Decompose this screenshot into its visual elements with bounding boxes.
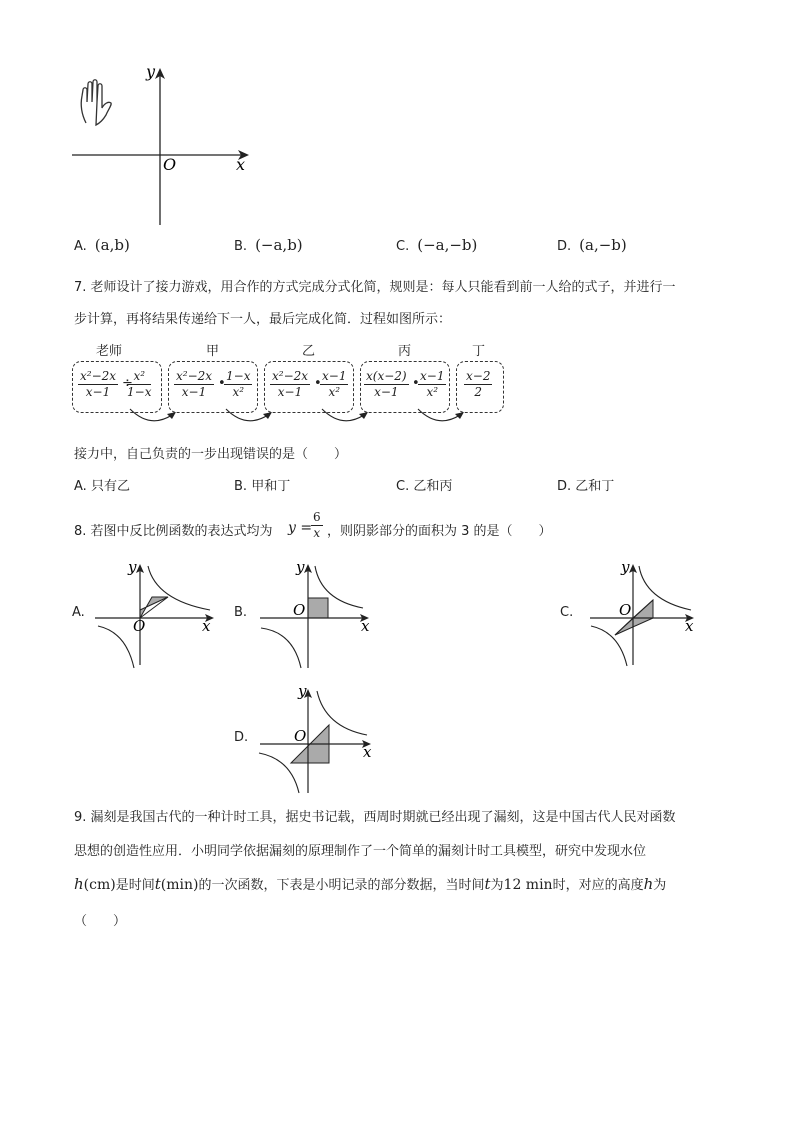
q6-coordinate-figure: [60, 60, 260, 235]
origin-label: O: [294, 727, 307, 745]
frac-bing-2: $\frac{x-1}{\text{x²}}$: [420, 369, 445, 399]
op-bing: •: [412, 376, 420, 391]
q8-eq-lhs: y =: [288, 520, 313, 536]
q7-stem-line2: 步计算，再将结果传递给下一人，最后完成化简．过程如图所示：: [74, 312, 452, 327]
var-t: t: [154, 875, 161, 893]
q6-option-c[interactable]: [396, 236, 477, 254]
origin-label: O: [293, 601, 306, 619]
frac-jia-2: $\frac{1-x}{\text{x²}}$: [226, 369, 251, 399]
unit-cm: (cm): [83, 877, 116, 893]
hand-icon: [81, 80, 111, 125]
q7-option-a[interactable]: [74, 475, 130, 494]
x-axis-label: x: [361, 617, 370, 635]
q6-option-a[interactable]: [74, 236, 130, 254]
q6-option-d[interactable]: [557, 236, 627, 254]
frac-yi-1: $\frac{\text{x²−2x}}{x-1}$: [272, 369, 309, 399]
option-letter: C.: [396, 479, 410, 494]
option-value: (a,b): [94, 236, 130, 254]
option-letter: A.: [74, 239, 87, 254]
origin-label: O: [163, 155, 177, 174]
y-axis-label: y: [146, 62, 156, 81]
relay-arrowhead-1: [167, 412, 176, 419]
q9-answer-paren: （ ）: [74, 914, 127, 929]
x-axis-label: x: [685, 617, 694, 635]
frac-yi-2: $\frac{x-1}{\text{x²}}$: [322, 369, 347, 399]
x-axis-label: x: [236, 155, 246, 174]
q8-graph-d: [255, 683, 385, 795]
origin-label: O: [619, 601, 632, 619]
option-letter: B.: [234, 239, 248, 254]
q8-graph-b: [255, 560, 385, 670]
op-jia: •: [218, 376, 226, 391]
person-ding: 丁: [472, 344, 486, 359]
text-segment: 的一次函数，下表是小明记录的部分数据，当时间: [198, 878, 485, 893]
q8-label-d[interactable]: D.: [234, 730, 249, 745]
q9-stem-line2: 思想的创造性应用．小明同学依据漏刻的原理制作了一个简单的漏刻计时工具模型，研究中发现水位: [74, 844, 647, 859]
relay-arrow-1: [130, 409, 172, 421]
option-value: 乙和丙: [413, 479, 453, 494]
q8-graph-a: [90, 560, 220, 670]
option-letter: B.: [234, 479, 248, 494]
frac-ding: $\frac{x-2}{2}$: [466, 369, 491, 399]
q8-label-a[interactable]: A.: [72, 605, 85, 620]
y-axis-label: y: [128, 560, 137, 576]
person-teacher: 老师: [96, 344, 123, 359]
relay-arrow-2: [226, 409, 268, 421]
option-value: (a,−b): [579, 236, 627, 254]
value-12min: 12 min: [503, 877, 553, 893]
relay-arrows: [60, 405, 520, 435]
frac-teacher-2: $\frac{\text{x²}}{1-x}$: [127, 369, 152, 399]
option-letter: D.: [557, 239, 572, 254]
person-yi: 乙: [302, 344, 316, 359]
op-teacher: ÷: [122, 376, 133, 391]
q7-option-b[interactable]: [234, 475, 290, 494]
q8-label-b[interactable]: B.: [234, 605, 248, 620]
shaded-region: [308, 598, 328, 618]
op-yi: •: [314, 376, 322, 391]
q7-option-d[interactable]: [557, 475, 614, 494]
q8-eq-fraction: $\frac{6}{x}$: [313, 510, 321, 540]
unit-min: (min): [160, 877, 199, 893]
y-axis-label: y: [296, 560, 305, 576]
relay-arrow-4: [418, 409, 460, 421]
q7-option-c[interactable]: [396, 475, 452, 494]
q8-graph-c: [585, 560, 705, 670]
person-jia: 甲: [206, 344, 220, 359]
option-value: (−a,b): [255, 236, 303, 254]
q7-stem-line1: 7. 老师设计了接力游戏，用合作的方式完成分式化简，规则是：每人只能看到前一人给的式子，并进行一: [74, 280, 676, 295]
frac-jia-1: $\frac{\text{x²−2x}}{x-1}$: [176, 369, 213, 399]
person-bing: 丙: [398, 344, 412, 359]
q9-stem-line1: 9. 漏刻是我国古代的一种计时工具，据史书记载，西周时期就已经出现了漏刻，这是中国古代人民对函数: [74, 810, 676, 825]
option-value: 只有乙: [90, 479, 130, 494]
var-h: h: [643, 875, 654, 893]
relay-arrowhead-4: [455, 412, 464, 419]
text-segment: 时，对应的高度: [552, 878, 644, 893]
frac-teacher-1: $\frac{\text{x²−2x}}{x-1}$: [80, 369, 117, 399]
option-value: (−a,−b): [417, 236, 478, 254]
x-axis-label: x: [202, 617, 211, 635]
q8-stem-prefix: 8. 若图中反比例函数的表达式均为: [74, 524, 273, 539]
q9-stem-line3: [74, 874, 666, 893]
relay-arrow-3: [322, 409, 364, 421]
q8-stem-suffix: ，则阴影部分的面积为 3 的是（ ）: [327, 524, 552, 539]
option-letter: D.: [557, 479, 572, 494]
y-axis-label: y: [298, 683, 307, 700]
text-segment: 为: [490, 878, 504, 893]
relay-arrowhead-3: [359, 412, 368, 419]
var-h: h: [74, 875, 84, 893]
x-axis-label: x: [363, 743, 372, 761]
origin-label: O: [133, 617, 146, 635]
option-letter: A.: [74, 479, 87, 494]
text-segment: 为: [653, 878, 667, 893]
option-letter: C.: [396, 239, 410, 254]
var-t: t: [484, 875, 491, 893]
q6-option-b[interactable]: [234, 236, 303, 254]
relay-arrowhead-2: [263, 412, 272, 419]
option-value: 乙和丁: [575, 479, 615, 494]
frac-bing-1: $\frac{x(x-2)}{x-1}$: [366, 369, 407, 399]
q7-question: 接力中，自己负责的一步出现错误的是（ ）: [74, 447, 348, 462]
y-axis-label: y: [621, 560, 630, 576]
q8-label-c[interactable]: C.: [560, 605, 574, 620]
text-segment: 是时间: [115, 878, 155, 893]
option-value: 甲和丁: [251, 479, 291, 494]
